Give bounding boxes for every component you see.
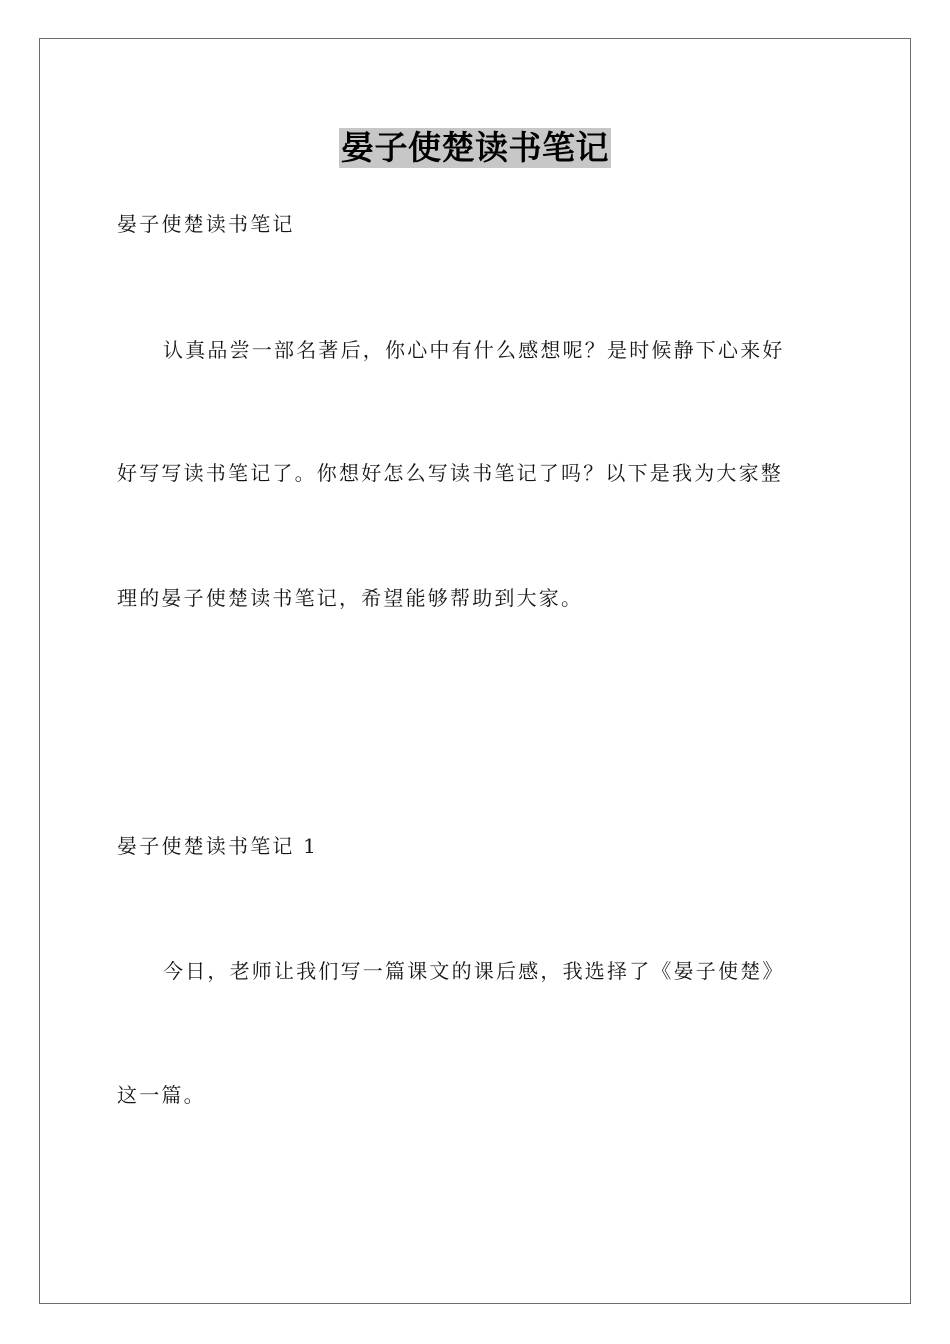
subtitle-line: 晏子使楚读书笔记 bbox=[117, 212, 295, 236]
paragraph-line: 认真品尝一部名著后，你心中有什么感想呢？是时候静下心来好 bbox=[163, 338, 785, 362]
paragraph-line: 这一篇。 bbox=[117, 1083, 206, 1107]
paragraph-line: 理的晏子使楚读书笔记，希望能够帮助到大家。 bbox=[117, 586, 584, 610]
paragraph-line: 好写写读书笔记了。你想好怎么写读书笔记了吗？以下是我为大家整 bbox=[117, 461, 783, 485]
section-heading: 晏子使楚读书笔记 1 bbox=[117, 834, 319, 858]
title-container bbox=[0, 128, 950, 168]
paragraph-line: 今日，老师让我们写一篇课文的课后感，我选择了《晏子使楚》 bbox=[163, 959, 785, 983]
document-title: 晏子使楚读书笔记 bbox=[341, 128, 609, 167]
